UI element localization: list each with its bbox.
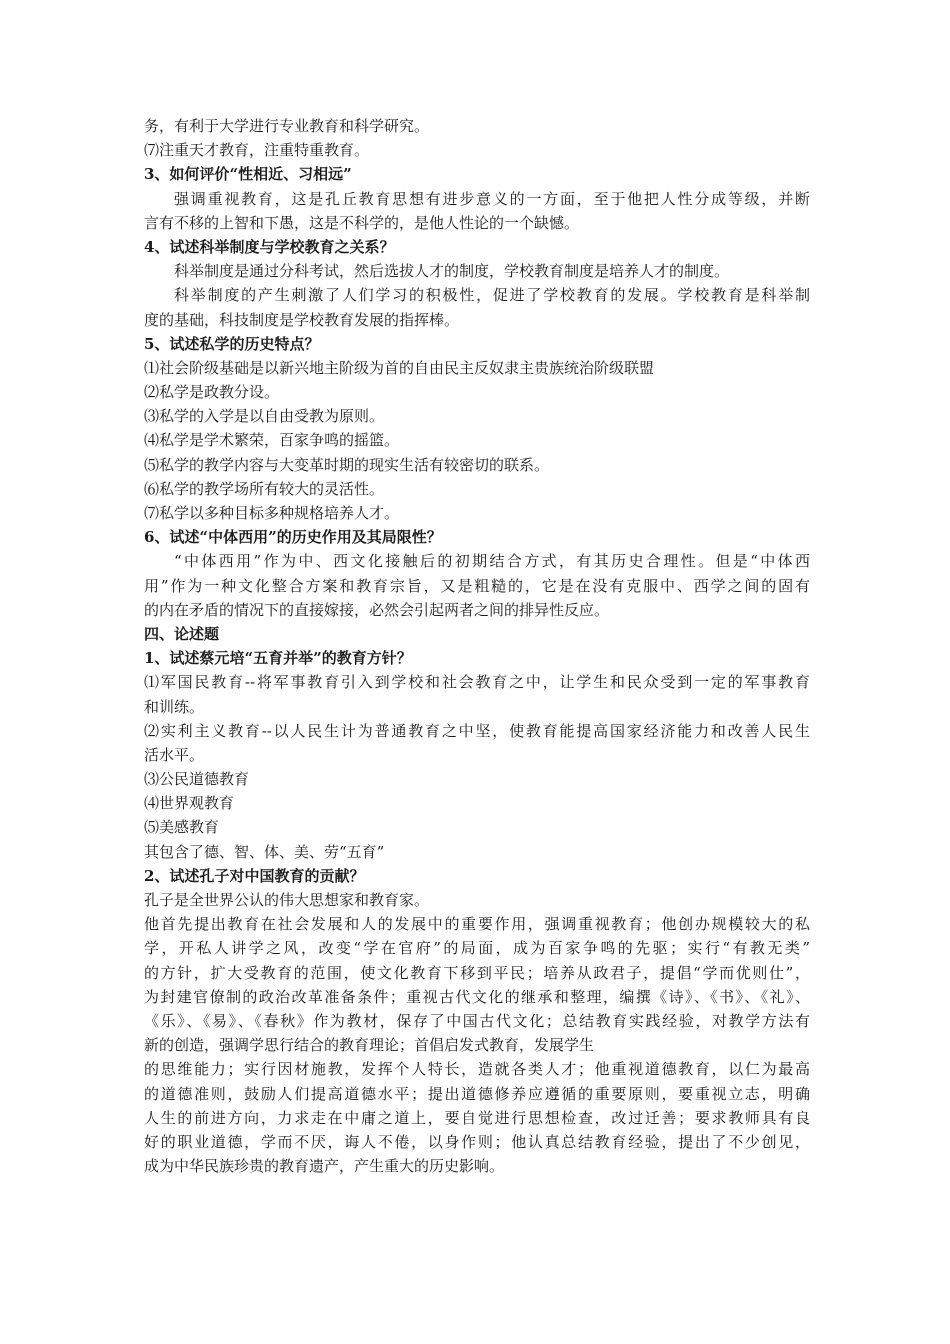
text-line: ⑴军国民教育--将军事教育引入到学校和社会教育之中，让学生和民众受到一定的军事教育 [144, 673, 810, 692]
text-line: 用”作为一种文化整合方案和教育宗旨，又是粗糙的，它是在没有克服中、西学之间的固有 [144, 576, 810, 595]
text-line: 活水平。 [144, 745, 205, 764]
text-line: ⑴社会阶级基础是以新兴地主阶级为首的自由民主反奴隶主贵族统治阶级联盟 [144, 358, 655, 377]
section-heading: 4、试述科举制度与学校教育之关系？ [144, 237, 395, 256]
text-line: ⑶公民道德教育 [144, 770, 250, 789]
text-line: ⑺注重天才教育，注重特重教育。 [144, 141, 370, 160]
text-line: ⑺私学以多种目标多种规格培养人才。 [144, 504, 400, 522]
text-line: 度的基础，科技制度是学校教育发展的指挥棒。 [144, 310, 460, 329]
text-line: “中体西用”作为中、西文化接触后的初期结合方式，有其历史合理性。但是“中体西 [174, 552, 810, 571]
text-line: ⑹私学的教学场所有较大的灵活性。 [144, 479, 385, 498]
text-line: 《乐》、《易》、《春秋》作为教材，保存了中国古代文化；总结教育实践经验，对教学方法有 [144, 1011, 810, 1030]
text-line: 强调重视教育，这是孔丘教育思想有进步意义的一方面，至于他把人性分成等级，并断 [174, 189, 810, 208]
section-heading: 5、试述私学的历史特点？ [144, 334, 320, 353]
section-heading: 6、试述“中体西用”的历史作用及其局限性？ [144, 528, 442, 547]
text-line: 科举制度的产生刺激了人们学习的积极性，促进了学校教育的发展。学校教育是科举制 [174, 286, 810, 305]
text-line: 和训练。 [144, 697, 205, 716]
text-line: 科举制度是通过分科考试，然后选拔人才的制度，学校教育制度是培养人才的制度。 [174, 262, 730, 281]
text-line: ⑸美感教育 [144, 818, 220, 837]
text-line: 的方针，扩大受教育的范围，使文化教育下移到平民；培养从政君子，提倡“学而优则仕”， [144, 963, 810, 982]
text-line: 务，有利于大学进行专业教育和科学研究。 [144, 117, 430, 135]
section-heading: 2、试述孔子对中国教育的贡献？ [144, 866, 365, 885]
section-heading: 四、论述题 [144, 624, 220, 643]
text-line: 孔子是全世界公认的伟大思想家和教育家。 [144, 891, 430, 909]
text-line: ⑵私学是政教分设。 [144, 383, 280, 402]
text-line: 的内在矛盾的情况下的直接嫁接，必然会引起两者之间的排异性反应。 [144, 600, 610, 619]
text-line: ⑸私学的教学内容与大变革时期的现实生活有较密切的联系。 [144, 455, 550, 474]
section-heading: 1、试述蔡元培“五育并举”的教育方针？ [144, 649, 412, 668]
text-line: ⑷私学是学术繁荣，百家争鸣的摇篮。 [144, 431, 400, 450]
text-line: 好的职业道德，学而不厌，诲人不倦，以身作则；他认真总结教育经验，提出了不少创见， [144, 1132, 810, 1151]
text-line: 新的创造，强调学思行结合的教育理论；首倡启发式教育，发展学生 [144, 1036, 595, 1055]
text-line: 的道德准则，鼓励人们提高道德水平；提出道德修养应遵循的重要原则，要重视立志，明确 [144, 1084, 810, 1103]
text-line: 他首先提出教育在社会发展和人的发展中的重要作用，强调重视教育；他创办规模较大的私 [144, 915, 810, 934]
section-heading: 3、如何评价“性相近、习相远” [144, 165, 352, 184]
text-line: 成为中华民族珍贵的教育遗产，产生重大的历史影响。 [144, 1157, 505, 1176]
text-line: 言有不移的上智和下愚，这是不科学的，是他人性论的一个缺憾。 [144, 213, 580, 232]
text-line: ⑵实利主义教育--以人民生计为普通教育之中坚，使教育能提高国家经济能力和改善人民生 [144, 721, 810, 740]
text-line: 的思维能力；实行因材施教，发挥个人特长，造就各类人才；他重视道德教育，以仁为最高 [144, 1060, 810, 1079]
text-line: 其包含了德、智、体、美、劳“五育” [144, 842, 385, 861]
text-line: ⑷世界观教育 [144, 794, 235, 813]
text-line: ⑶私学的入学是以自由受教为原则。 [144, 407, 385, 426]
text-line: 人生的前进方向，力求走在中庸之道上，要自觉进行思想检查，改过迁善；要求教师具有良 [144, 1108, 810, 1127]
text-line: 学，开私人讲学之风，改变“学在官府”的局面，成为百家争鸣的先驱；实行“有教无类” [144, 939, 810, 958]
text-line: 为封建官僚制的政治改革准备条件；重视古代文化的继承和整理，编撰《诗》、《书》、《礼》、 [144, 987, 810, 1006]
